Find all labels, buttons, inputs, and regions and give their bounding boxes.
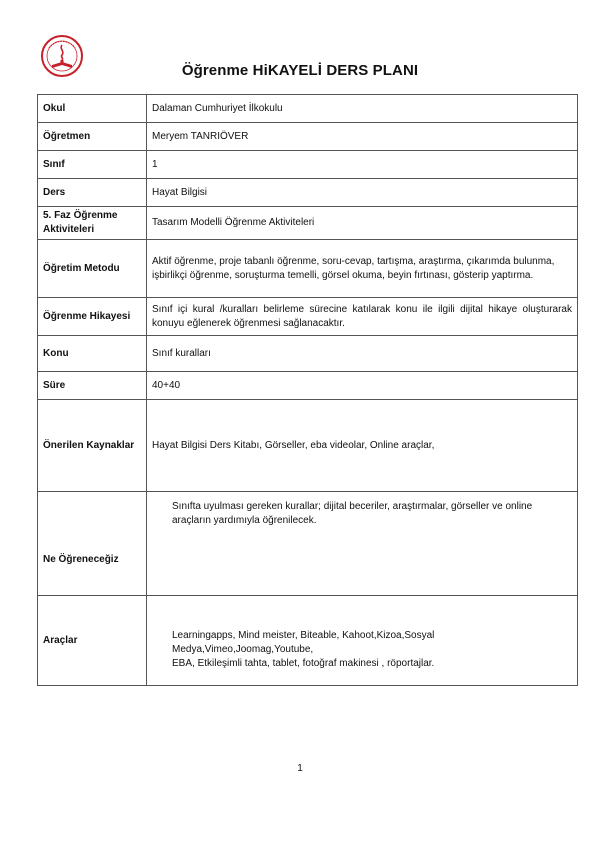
row-label: Öğretim Metodu — [38, 240, 147, 298]
table-row — [38, 240, 578, 298]
table-row — [38, 372, 578, 400]
row-value: Learningapps, Mind meister, Biteable, Kahoot,Kizoa,Sosyal Medya,Vimeo,Joomag,Youtube, EBA, Etkileşimli tahta, tablet, fotoğraf makinesi , röportajlar. — [147, 596, 578, 686]
table-row — [38, 179, 578, 207]
row-label: Ne Öğreneceğiz — [38, 492, 147, 596]
lesson-plan-table — [37, 94, 578, 686]
row-value: Dalaman Cumhuriyet İlkokulu — [147, 95, 578, 123]
row-value: Hayat Bilgisi Ders Kitabı, Görseller, eba videolar, Online araçlar, — [147, 400, 578, 492]
row-value: Sınıf içi kural /kuralları belirleme sürecine katılarak konu ile ilgili dijital hikaye oluşturarak konuyu eğlenerek öğrenmesi sağlanacaktır. — [147, 298, 578, 336]
row-label: Sınıf — [38, 151, 147, 179]
row-label: Ders — [38, 179, 147, 207]
row-value: Meryem TANRIÖVER — [147, 123, 578, 151]
row-label: Öğretmen — [38, 123, 147, 151]
row-label: Süre — [38, 372, 147, 400]
table-row — [38, 123, 578, 151]
row-value: Sınıf kuralları — [147, 336, 578, 372]
row-label: Öğrenme Hikayesi — [38, 298, 147, 336]
table-row — [38, 492, 578, 596]
row-label: Konu — [38, 336, 147, 372]
row-value: Sınıfta uyulması gereken kurallar; dijital beceriler, araştırmalar, görseller ve online araçların yardımıyla öğrenilecek. — [147, 492, 578, 596]
page-number: 1 — [297, 763, 303, 774]
table-row — [38, 596, 578, 686]
row-value: Tasarım Modelli Öğrenme Aktiviteleri — [147, 207, 578, 240]
table-row — [38, 400, 578, 492]
table-row — [38, 151, 578, 179]
table-row — [38, 298, 578, 336]
row-label: 5. Faz Öğrenme Aktiviteleri — [38, 207, 147, 240]
row-label: Okul — [38, 95, 147, 123]
page-title: Öğrenme HiKAYELİ DERS PLANI — [181, 62, 419, 79]
row-value: Hayat Bilgisi — [147, 179, 578, 207]
row-label: Önerilen Kaynaklar — [38, 400, 147, 492]
row-value: 40+40 — [147, 372, 578, 400]
table-row — [38, 95, 578, 123]
table-row — [38, 207, 578, 240]
row-label: Araçlar — [38, 596, 147, 686]
row-value: 1 — [147, 151, 578, 179]
table-row — [38, 336, 578, 372]
row-value: Aktif öğrenme, proje tabanlı öğrenme, soru-cevap, tartışma, araştırma, çıkarımda bulunma, işbirlikçi öğrenme, soruşturma temelli, görsel okuma, beyin fırtınası, gösterip yaptırma. — [147, 240, 578, 298]
